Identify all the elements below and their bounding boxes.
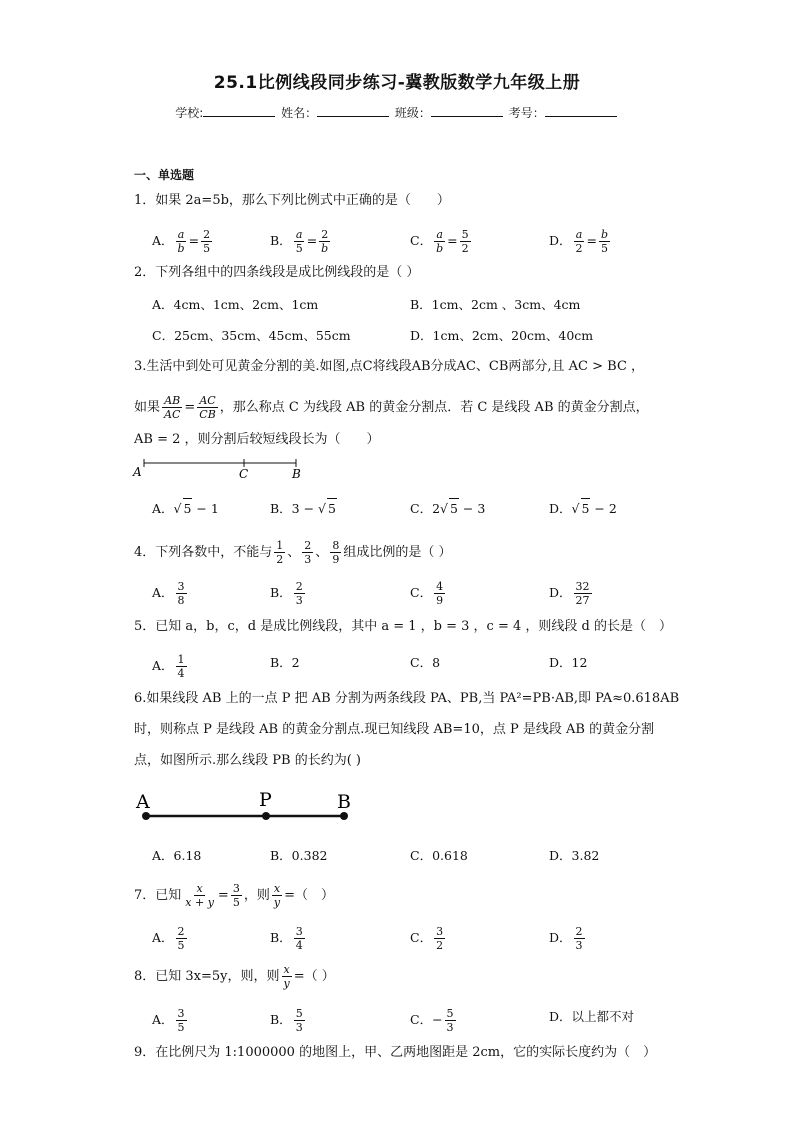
school-label: 学校:: [175, 106, 204, 120]
question-4-stem: 4．下列各数中，不能与 $\frac{1}{2}$ 、 $\frac{2}{3}$ 、 $\frac{8}{9}$ 组成比例的是（ ）: [134, 539, 452, 566]
q3-option-b[interactable]: B．3 − √ 5: [270, 498, 337, 519]
q6-option-a[interactable]: A．6.18: [152, 848, 202, 863]
q7-option-b[interactable]: B． $\frac{3}{4}$: [270, 925, 303, 952]
class-blank[interactable]: [431, 104, 503, 117]
q5-option-d[interactable]: D．12: [549, 655, 588, 670]
class-label: 班级：: [394, 106, 431, 120]
question-9-stem: 9．在比例尺为 1:1000000 的地图上，甲、乙两地图距是 2cm，它的实际长度约为（ ）: [134, 1045, 657, 1060]
question-6-line-3: 点，如图所示.那么线段 PB 的长约为( ): [134, 753, 361, 768]
q4-option-b[interactable]: B． $\frac{2}{3}$: [270, 580, 303, 607]
q1-option-d[interactable]: D． $\frac{a}{2}$ = $\frac{b}{5}$: [549, 228, 609, 255]
question-1-stem: 1．如果 2a=5b，那么下列比例式中正确的是（ ）: [134, 193, 450, 208]
q8-option-a[interactable]: A． $\frac{3}{5}$: [152, 1007, 185, 1034]
q2-option-c[interactable]: C．25cm、35cm、45cm、55cm: [152, 328, 351, 343]
q3-option-a[interactable]: A．√ 5 − 1: [152, 498, 219, 519]
section-heading: 一、单选题: [134, 168, 195, 182]
q6-label-b: B: [337, 791, 351, 813]
q3-option-d[interactable]: D．√ 5 − 2: [549, 498, 617, 519]
q1-option-a[interactable]: A． $\frac{a}{b}$ = $\frac{2}{5}$: [152, 228, 211, 255]
q3-segment-figure: [128, 454, 318, 484]
q6-option-c[interactable]: C．0.618: [410, 848, 468, 863]
q2-option-d[interactable]: D．1cm、2cm、20cm、40cm: [410, 328, 594, 343]
question-8-stem: 8．已知 3x=5y，则，则 $\frac{x}{y}$ =（ ）: [134, 963, 335, 990]
name-blank[interactable]: [317, 104, 389, 117]
q3-label-c: C: [239, 467, 249, 481]
q3-label-a: A: [133, 465, 142, 479]
exam-no-blank[interactable]: [545, 104, 617, 117]
q7-option-d[interactable]: D． $\frac{2}{3}$: [549, 925, 583, 952]
q8-option-d[interactable]: D．以上都不对: [549, 1009, 635, 1024]
q6-option-d[interactable]: D．3.82: [549, 848, 600, 863]
q5-option-a[interactable]: A． $\frac{1}{4}$: [152, 653, 185, 680]
q6-label-a: A: [136, 791, 150, 813]
q4-option-c[interactable]: C． $\frac{4}{9}$: [410, 580, 444, 607]
q1-option-c[interactable]: C． $\frac{a}{b}$ = $\frac{5}{2}$: [410, 228, 469, 255]
q6-label-p: P: [259, 789, 272, 811]
exam-no-label: 考号：: [508, 106, 545, 120]
q4-option-a[interactable]: A． $\frac{3}{8}$: [152, 580, 185, 607]
q4-option-d[interactable]: D． $\frac{32}{27}$: [549, 580, 590, 607]
q7-option-c[interactable]: C． $\frac{3}{2}$: [410, 925, 444, 952]
q2-option-a[interactable]: A．4cm、1cm、2cm、1cm: [152, 297, 319, 312]
question-3-line-3: AB = 2 ，则分割后较短线段长为（ ）: [134, 432, 380, 447]
q7-option-a[interactable]: A． $\frac{2}{5}$: [152, 925, 185, 952]
question-6-line-1: 6.如果线段 AB 上的一点 P 把 AB 分割为两条线段 PA、PB,当 PA²=PB·AB,即 PA≈0.618AB: [134, 691, 680, 706]
q1-option-b[interactable]: B． $\frac{a}{5}$ = $\frac{2}{b}$: [270, 228, 329, 255]
page-title: 25.1比例线段同步练习-冀教版数学九年级上册: [213, 73, 581, 93]
q3-label-b: B: [292, 467, 301, 481]
q6-segment-figure: [130, 788, 370, 828]
name-label: 姓名：: [281, 106, 318, 120]
q8-option-b[interactable]: B． $\frac{5}{3}$: [270, 1007, 303, 1034]
student-info-line: [0, 104, 794, 121]
q2-option-b[interactable]: B．1cm、2cm 、3cm、4cm: [410, 297, 581, 312]
school-blank[interactable]: [203, 104, 275, 117]
question-7-stem: 7．已知 $\frac{x}{x + y}$ = $\frac{3}{5}$ ，则 $\frac{x}{y}$ =（ ）: [134, 882, 334, 909]
question-6-line-2: 时，则称点 P 是线段 AB 的黄金分割点.现已知线段 AB=10，点 P 是线段 AB 的黄金分割: [134, 722, 655, 737]
q8-option-c[interactable]: C．− $\frac{5}{3}$: [410, 1007, 454, 1034]
q6-option-b[interactable]: B．0.382: [270, 848, 328, 863]
question-5-stem: 5．已知 a，b，c，d 是成比例线段，其中 a = 1 ，b = 3 ，c = 4 ，则线段 d 的长是（ ）: [134, 619, 672, 634]
question-2-stem: 2．下列各组中的四条线段是成比例线段的是（ ）: [134, 265, 420, 280]
q5-option-c[interactable]: C．8: [410, 655, 441, 670]
q3-option-c[interactable]: C．2√ 5 − 3: [410, 498, 485, 519]
question-3-line-1: 3.生活中到处可见黄金分割的美.如图,点C将线段AB分成AC、CB两部分,且 AC > BC ，: [134, 359, 645, 374]
question-3-line-2: 如果 $\frac{AB}{AC}$ = $\frac{AC}{CB}$ ，那么称点 C 为线段 AB 的黄金分割点．若 C 是线段 AB 的黄金分割点，: [134, 394, 649, 421]
q5-option-b[interactable]: B．2: [270, 655, 300, 670]
